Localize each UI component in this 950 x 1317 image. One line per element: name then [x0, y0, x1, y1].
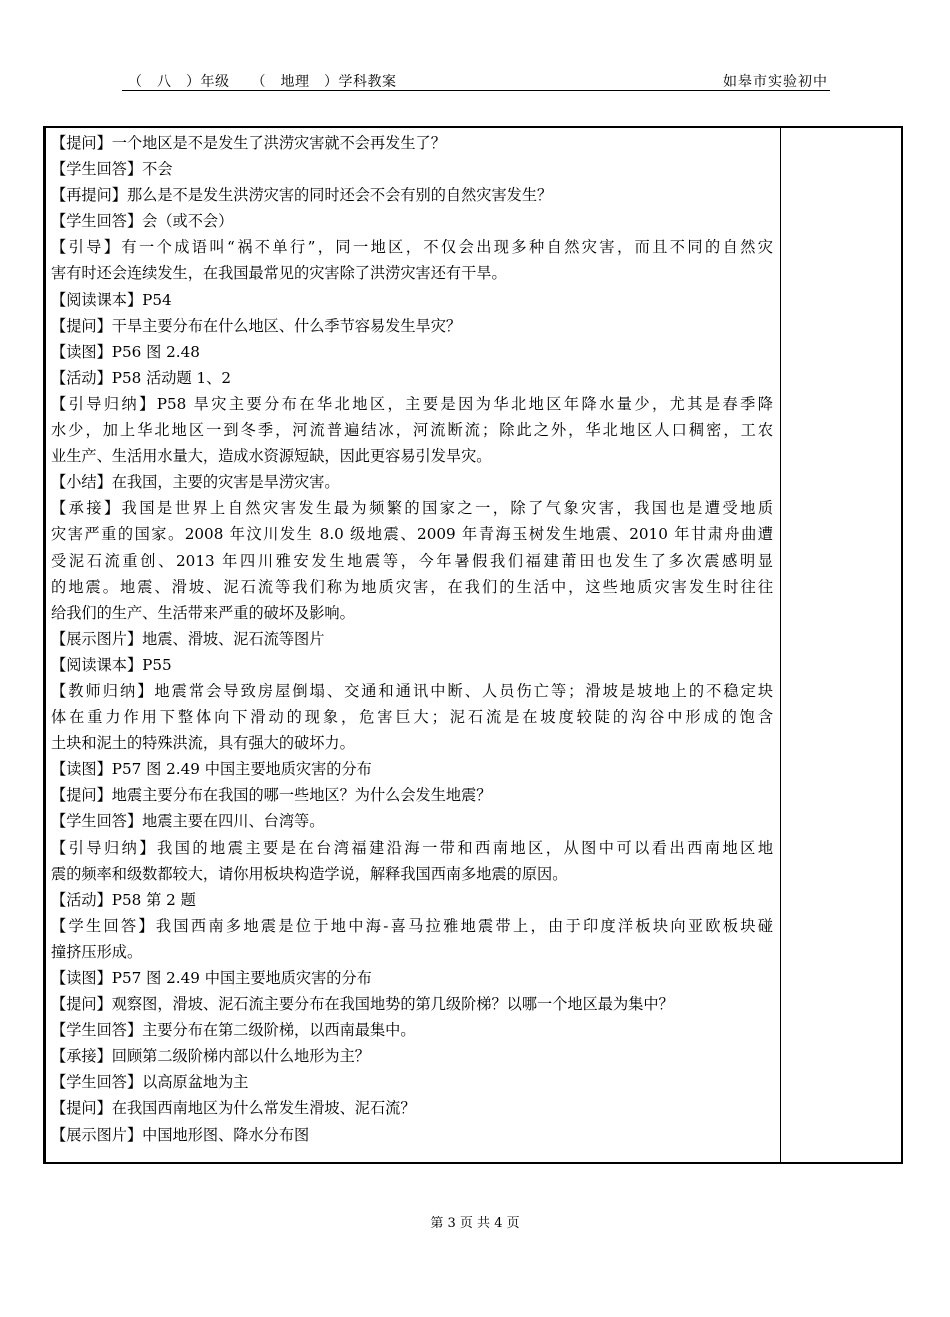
lesson-line: 体在重力作用下整体向下滑动的现象，危害巨大；泥石流是在坡度较陡的沟谷中形成的饱含 [51, 708, 773, 727]
lesson-line: 【展示图片】中国地形图、降水分布图 [51, 1125, 310, 1144]
lesson-line: 的地震。地震、滑坡、泥石流等我们称为地质灾害，在我们的生活中，这些地质灾害发生时往往 [51, 577, 773, 596]
lesson-line: 【引导】有一个成语叫“祸不单行”，同一地区，不仅会出现多种自然灾害，而且不同的自然灾 [51, 238, 773, 257]
lesson-line: 【提问】在我国西南地区为什么常发生滑坡、泥石流？ [51, 1099, 416, 1118]
lesson-table [43, 126, 903, 1164]
lesson-line: 水少，加上华北地区一到冬季，河流普遍结冰，河流断流；除此之外，华北地区人口稠密，工农 [51, 421, 773, 440]
lesson-content-cell [51, 130, 773, 1148]
lesson-line: 受泥石流重创、2013 年四川雅安发生地震等，今年暑假我们福建莆田也发生了多次震感明显 [51, 551, 773, 570]
lesson-line: 【教师归纳】地震常会导致房屋倒塌、交通和通讯中断、人员伤亡等；滑坡是坡地上的不稳定块 [51, 681, 773, 700]
lesson-line: 【读图】P56 图 2.48 [51, 342, 200, 361]
lesson-line: 土块和泥土的特殊洪流，具有强大的破坏力。 [51, 734, 355, 753]
lesson-line: 震的频率和级数都较大，请你用板块构造学说，解释我国西南多地震的原因。 [51, 864, 568, 883]
lesson-line: 害有时还会连续发生，在我国最常见的灾害除了洪涝灾害还有干旱。 [51, 264, 507, 283]
lesson-line: 【承接】我国是世界上自然灾害发生最为频繁的国家之一，除了气象灾害，我国也是遭受地质 [51, 499, 773, 518]
page-footer: 第 3 页 共 4 页 [430, 1216, 520, 1231]
lesson-line: 【承接】回顾第二级阶梯内部以什么地形为主？ [51, 1047, 370, 1066]
lesson-line: 【阅读课本】P55 [51, 655, 172, 674]
lesson-line: 【提问】观察图，滑坡、泥石流主要分布在我国地势的第几级阶梯？以哪一个地区最为集中？ [51, 995, 674, 1014]
lesson-line: 【学生回答】以高原盆地为主 [51, 1073, 249, 1092]
page-header [122, 70, 830, 91]
lesson-line: 【读图】P57 图 2.49 中国主要地质灾害的分布 [51, 969, 372, 987]
lesson-line: 【学生回答】不会 [51, 160, 173, 179]
lesson-line: 【提问】干旱主要分布在什么地区、什么季节容易发生旱灾？ [51, 316, 462, 335]
lesson-line: 【活动】P58 第 2 题 [51, 890, 196, 909]
lesson-line: 【学生回答】会（或不会） [51, 212, 234, 231]
lesson-line: 【读图】P57 图 2.49 中国主要地质灾害的分布 [51, 760, 372, 779]
lesson-line: 【引导归纳】我国的地震主要是在台湾福建沿海一带和西南地区，从图中可以看出西南地区地 [51, 838, 773, 857]
header-grade-subject: （ 八 ）年级 （ 地理 ）学科教案 [128, 74, 397, 90]
lesson-line: 【提问】一个地区是不是发生了洪涝灾害就不会再发生了？ [51, 134, 446, 152]
lesson-line: 【学生回答】地震主要在四川、台湾等。 [51, 812, 325, 831]
lesson-line: 【阅读课本】P54 [51, 290, 172, 309]
lesson-line: 【小结】在我国，主要的灾害是旱涝灾害。 [51, 473, 340, 492]
column-divider [780, 128, 781, 1162]
lesson-line: 【展示图片】地震、滑坡、泥石流等图片 [51, 629, 325, 648]
lesson-line: 【提问】地震主要分布在我国的哪一些地区？为什么会发生地震？ [51, 786, 492, 805]
lesson-line: 【活动】P58 活动题 1、2 [51, 368, 232, 387]
lesson-line: 灾害严重的国家。2008 年汶川发生 8.0 级地震、2009 年青海玉树发生地震、2010 年甘肃舟曲遭 [51, 525, 773, 544]
lesson-line: 业生产、生活用水量大，造成水资源短缺，因此更容易引发旱灾。 [51, 447, 492, 466]
header-school-name: 如皋市实验初中 [723, 74, 828, 90]
lesson-line: 【再提问】那么是不是发生洪涝灾害的同时还会不会有别的自然灾害发生？ [51, 186, 553, 205]
lesson-line: 撞挤压形成。 [51, 942, 143, 961]
lesson-line: 【学生回答】主要分布在第二级阶梯，以西南最集中。 [51, 1021, 416, 1040]
lesson-line: 给我们的生产、生活带来严重的破坏及影响。 [51, 603, 355, 622]
lesson-line: 【学生回答】我国西南多地震是位于地中海-喜马拉雅地震带上，由于印度洋板块向亚欧板块碰 [51, 916, 773, 935]
lesson-line: 【引导归纳】P58 旱灾主要分布在华北地区，主要是因为华北地区年降水量少，尤其是春季降 [51, 394, 773, 413]
